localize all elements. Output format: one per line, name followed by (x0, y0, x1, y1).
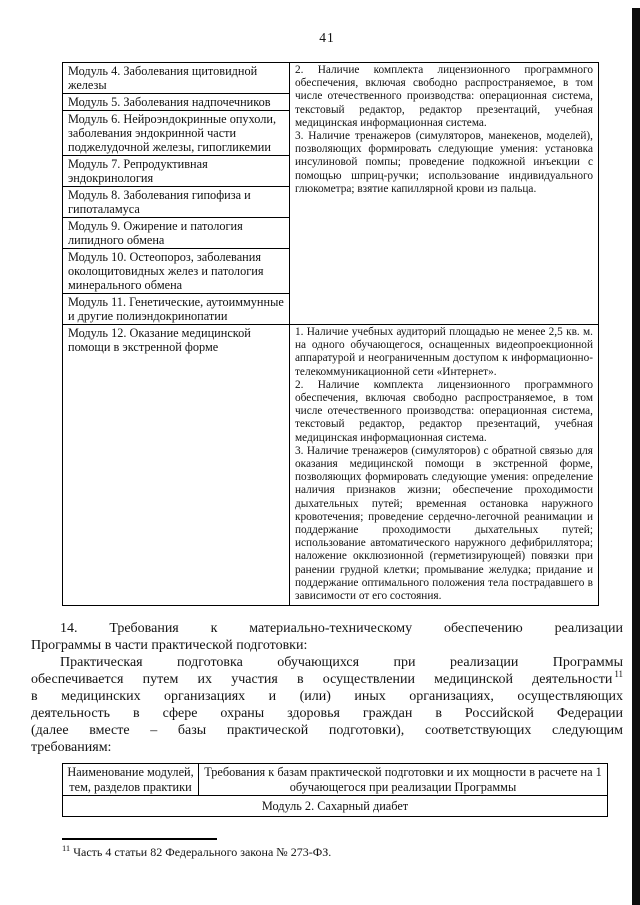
footnote-marker: 11 (62, 843, 71, 853)
paragraph-line: деятельность в сфере охраны здоровья граждан в Российской Федерации (31, 706, 623, 721)
page-number: 41 (319, 30, 335, 45)
table-row (63, 796, 608, 817)
requirement-item: 3. Наличие тренажеров (симуляторов, манекенов, моделей), позволяющих формировать следующие умения: установка инсулиновой помпы; проведение подкожной инъекции с помощью шприц-ручки; использование индивидуального глюкометра; взятие капиллярной крови из пальца. (295, 130, 593, 195)
module-6-cell: Модуль 6. Нейроэндокринные опухоли, заболевания эндокринной части поджелудочной железы, гипогликемии (63, 111, 290, 156)
paragraph-line (31, 671, 623, 688)
scan-edge-artifact (632, 8, 640, 905)
practice-bases-table (62, 763, 608, 817)
module-2-section-cell: Модуль 2. Сахарный диабет (63, 796, 608, 817)
module-10-cell: Модуль 10. Остеопороз, заболевания околощитовидных желез и патология минерального обмена (63, 249, 290, 294)
requirements-cell-modules-4-11 (290, 63, 599, 325)
footnote-divider (62, 838, 217, 840)
paragraph-line-text: обеспечивается путем их участия в осуществлении медицинской деятельности (31, 672, 613, 687)
paragraph-line: в медицинских организациях и (или) иных организациях, осуществляющих (31, 689, 623, 704)
paragraph-line: требованиям: (31, 740, 112, 755)
footnote-text: Часть 4 статьи 82 Федерального закона № 273-ФЗ. (73, 845, 332, 859)
module-requirements-table (62, 62, 599, 606)
header-cell-module-names: Наименование модулей, тем, разделов практики (63, 764, 199, 796)
module-8-cell: Модуль 8. Заболевания гипофиза и гипоталамуса (63, 187, 290, 218)
paragraph-line: 14. Требования к материально-техническому обеспечению реализации (60, 621, 623, 636)
requirements-cell-module-12 (290, 325, 599, 606)
table-header-row (63, 764, 608, 796)
module-4-cell: Модуль 4. Заболевания щитовидной железы (63, 63, 290, 94)
paragraph-line: (далее вместе – базы практической подготовки), соответствующих следующим (31, 723, 623, 738)
footnote-reference: 11 (614, 669, 623, 680)
requirement-item: 1. Наличие учебных аудиторий площадью не менее 2,5 кв. м. на одного обучающегося, оснащенных видеопроекционной аппаратурой и неограниченным доступом к информационно-телекоммуникационной сети «Интернет». (295, 326, 593, 378)
header-cell-base-requirements: Требования к базам практической подготовки и их мощности в расчете на 1 обучающегося при реализации Программы (199, 764, 608, 796)
footnote (62, 845, 482, 859)
module-11-cell: Модуль 11. Генетические, аутоиммунные и другие полиэндокринопатии (63, 294, 290, 325)
module-7-cell: Модуль 7. Репродуктивная эндокринология (63, 156, 290, 187)
paragraph-line: Программы в части практической подготовки: (31, 638, 308, 653)
section-14-text (31, 620, 623, 756)
module-5-cell: Модуль 5. Заболевания надпочечников (63, 94, 290, 111)
paragraph-line: Практическая подготовка обучающихся при реализации Программы (60, 655, 623, 670)
requirement-item: 2. Наличие комплекта лицензионного программного обеспечения, включая свободно распространяемое, в том числе отечественного производства: операционная система, текстовый редактор, редактор презентаций, учебная медицинская информационная система. (295, 64, 593, 129)
module-9-cell: Модуль 9. Ожирение и патология липидного обмена (63, 218, 290, 249)
module-12-cell: Модуль 12. Оказание медицинской помощи в экстренной форме (63, 325, 290, 606)
requirement-item: 2. Наличие комплекта лицензионного программного обеспечения, включая свободно распространяемое, в том числе отечественного производства: операционная система, текстовый редактор, редактор презентаций, учебная медицинская информационная система. (295, 378, 593, 444)
table-row (63, 325, 599, 606)
table-row (63, 63, 599, 94)
requirement-item: 3. Наличие тренажеров (симуляторов) с обратной связью для оказания медицинской помощи в экстренной форме, позволяющих формировать следующие умения: определение наличия признаков жизни; обеспечение проходимости дыхательных путей; временная остановка наружного кровотечения; проведение сердечно-легочной реанимации и поддержание проходимости дыхательных путей; использование автоматического наружного дефибриллятора; наложение окклюзионной (герметизирующей) повязки при ранении грудной клетки; промывание желудка; придание и поддержание оптимального положения тела пострадавшего в зависимости от его состояния. (295, 444, 593, 603)
